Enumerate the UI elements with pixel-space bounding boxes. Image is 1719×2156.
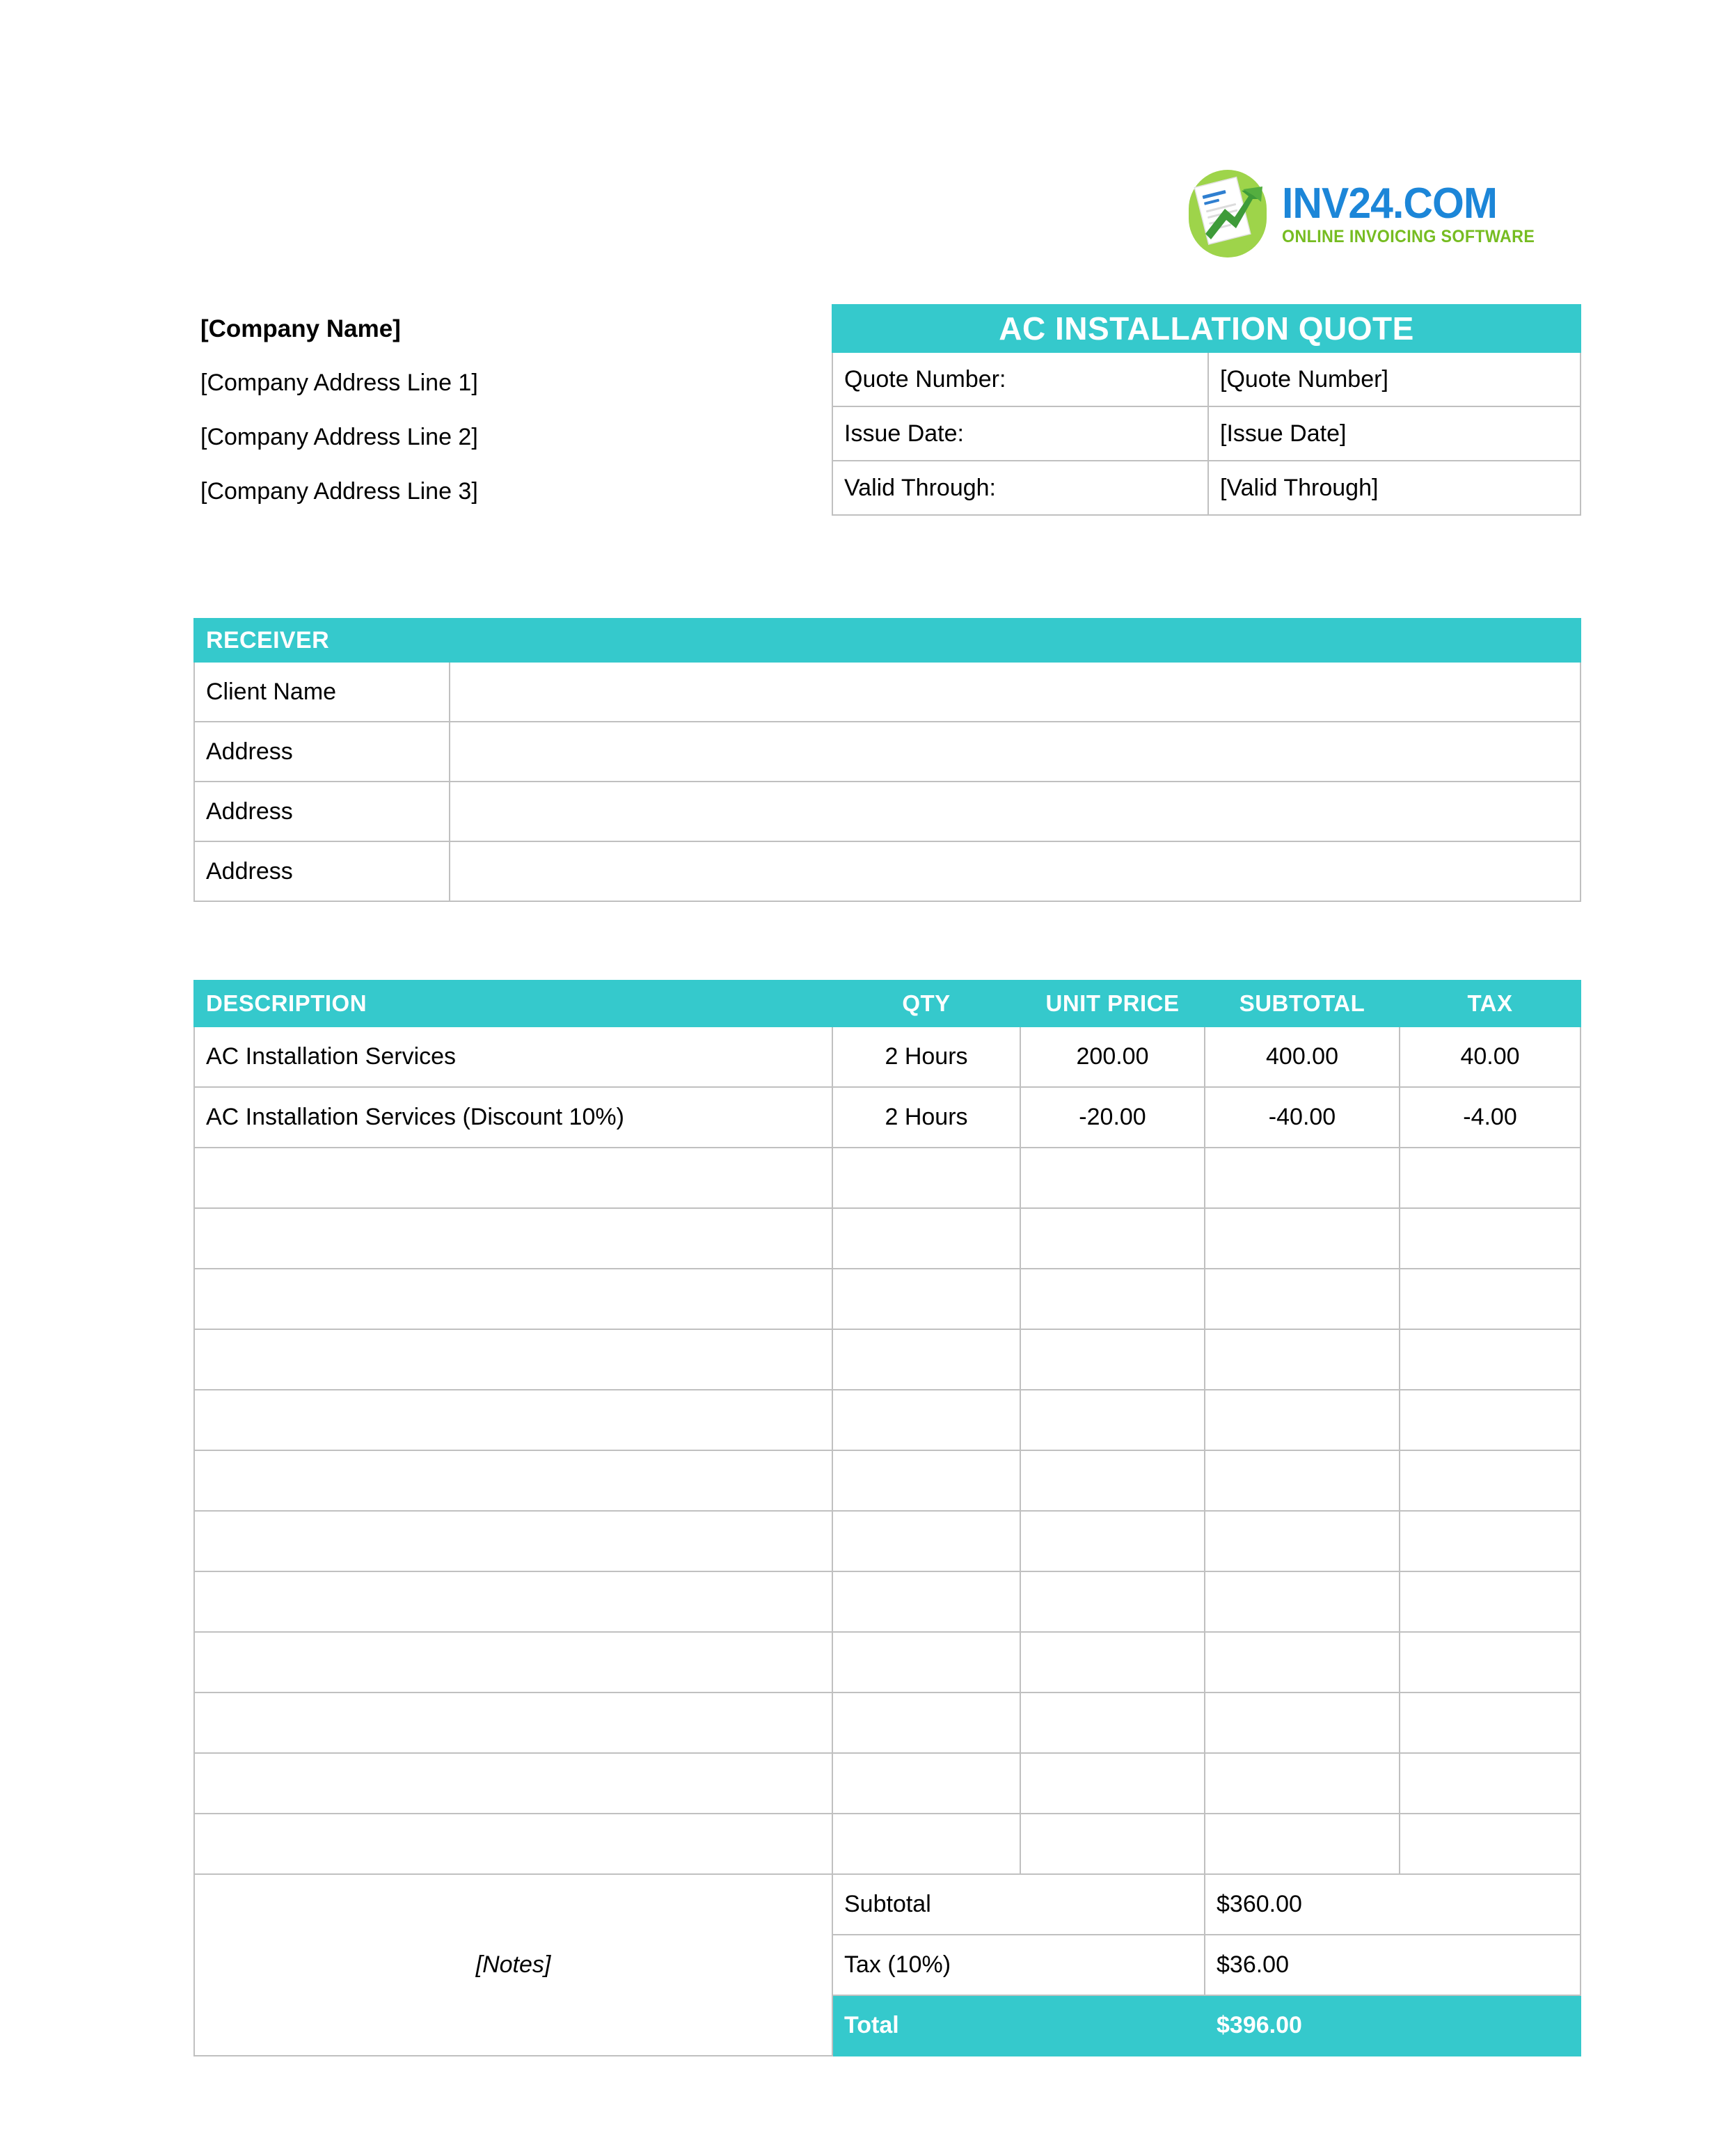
cell-tax[interactable]: -4.00	[1400, 1087, 1581, 1148]
table-row-empty	[194, 1632, 1581, 1693]
footer-row-subtotal	[194, 1874, 1581, 1935]
cell-tax-empty[interactable]	[1400, 1632, 1581, 1693]
quote-number-value[interactable]: [Quote Number]	[1208, 352, 1581, 406]
subtotal-label: Subtotal	[832, 1874, 1205, 1935]
quote-title-row	[832, 305, 1581, 352]
receiver-address-label-1: Address	[194, 722, 450, 782]
cell-subtotal[interactable]: 400.00	[1205, 1027, 1400, 1087]
company-address-line-1: [Company Address Line 1]	[200, 370, 478, 396]
table-row-empty	[194, 1571, 1581, 1632]
receiver-address-row-1	[194, 722, 1581, 782]
receiver-client-name-value[interactable]	[450, 662, 1581, 722]
cell-description-empty[interactable]	[194, 1450, 832, 1511]
cell-description-empty[interactable]	[194, 1632, 832, 1693]
cell-qty-empty[interactable]	[832, 1269, 1020, 1329]
receiver-address-value-1[interactable]	[450, 722, 1581, 782]
cell-subtotal-empty[interactable]	[1205, 1208, 1400, 1269]
cell-unit-price-empty[interactable]	[1020, 1450, 1205, 1511]
quote-title: AC INSTALLATION QUOTE	[832, 305, 1581, 352]
cell-unit-price-empty[interactable]	[1020, 1329, 1205, 1390]
cell-unit-price-empty[interactable]	[1020, 1753, 1205, 1814]
table-row-empty	[194, 1148, 1581, 1208]
cell-description-empty[interactable]	[194, 1693, 832, 1753]
column-header-qty: QTY	[832, 981, 1020, 1027]
cell-description-empty[interactable]	[194, 1390, 832, 1450]
quote-number-label: Quote Number:	[832, 352, 1208, 406]
company-name: [Company Name]	[200, 315, 401, 342]
cell-qty-empty[interactable]	[832, 1753, 1020, 1814]
receiver-client-name-row	[194, 662, 1581, 722]
tax-value: $36.00	[1205, 1935, 1581, 1995]
inv24-document-arrow-logo-icon	[1183, 170, 1275, 259]
table-row-empty	[194, 1511, 1581, 1571]
issue-date-value[interactable]: [Issue Date]	[1208, 406, 1581, 461]
cell-unit-price-empty[interactable]	[1020, 1269, 1205, 1329]
cell-subtotal[interactable]: -40.00	[1205, 1087, 1400, 1148]
cell-unit-price[interactable]: -20.00	[1020, 1087, 1205, 1148]
cell-tax-empty[interactable]	[1400, 1450, 1581, 1511]
table-row-empty	[194, 1693, 1581, 1753]
receiver-address-row-3	[194, 841, 1581, 901]
valid-through-value[interactable]: [Valid Through]	[1208, 461, 1581, 515]
cell-description-empty[interactable]	[194, 1148, 832, 1208]
cell-qty-empty[interactable]	[832, 1148, 1020, 1208]
receiver-client-name-label: Client Name	[194, 662, 450, 722]
cell-subtotal-empty[interactable]	[1205, 1571, 1400, 1632]
cell-subtotal-empty[interactable]	[1205, 1511, 1400, 1571]
cell-qty-empty[interactable]	[832, 1571, 1020, 1632]
table-row-empty	[194, 1753, 1581, 1814]
notes-cell[interactable]: [Notes]	[194, 1874, 832, 2056]
valid-through-label: Valid Through:	[832, 461, 1208, 515]
cell-qty-empty[interactable]	[832, 1390, 1020, 1450]
cell-unit-price-empty[interactable]	[1020, 1208, 1205, 1269]
column-header-tax: TAX	[1400, 981, 1581, 1027]
table-row-empty	[194, 1208, 1581, 1269]
line-items-table	[193, 980, 1581, 2056]
cell-tax[interactable]: 40.00	[1400, 1027, 1581, 1087]
cell-description-empty[interactable]	[194, 1269, 832, 1329]
line-items-body	[194, 1027, 1581, 1874]
cell-description-empty[interactable]	[194, 1329, 832, 1390]
receiver-address-label-2: Address	[194, 782, 450, 841]
cell-subtotal-empty[interactable]	[1205, 1450, 1400, 1511]
cell-subtotal-empty[interactable]	[1205, 1148, 1400, 1208]
company-address-line-2: [Company Address Line 2]	[200, 424, 478, 450]
logo-secondary-text: ONLINE INVOICING SOFTWARE	[1282, 226, 1535, 246]
cell-qty[interactable]: 2 Hours	[832, 1027, 1020, 1087]
receiver-address-label-3: Address	[194, 841, 450, 901]
cell-unit-price-empty[interactable]	[1020, 1814, 1205, 1874]
receiver-header: RECEIVER	[194, 619, 1581, 662]
table-row	[194, 1027, 1581, 1087]
cell-tax-empty[interactable]	[1400, 1511, 1581, 1571]
logo-primary-text: INV24.COM	[1282, 179, 1497, 228]
valid-through-row	[832, 461, 1581, 515]
total-value: $396.00	[1205, 1995, 1581, 2056]
receiver-address-value-3[interactable]	[450, 841, 1581, 901]
cell-description-empty[interactable]	[194, 1753, 832, 1814]
cell-unit-price[interactable]: 200.00	[1020, 1027, 1205, 1087]
cell-description-empty[interactable]	[194, 1511, 832, 1571]
table-row	[194, 1087, 1581, 1148]
quote-info-table	[832, 304, 1581, 516]
cell-qty-empty[interactable]	[832, 1329, 1020, 1390]
cell-unit-price-empty[interactable]	[1020, 1390, 1205, 1450]
cell-qty-empty[interactable]	[832, 1632, 1020, 1693]
cell-qty-empty[interactable]	[832, 1450, 1020, 1511]
cell-qty-empty[interactable]	[832, 1814, 1020, 1874]
cell-tax-empty[interactable]	[1400, 1269, 1581, 1329]
cell-tax-empty[interactable]	[1400, 1148, 1581, 1208]
items-footer	[194, 1874, 1581, 2056]
receiver-address-row-2	[194, 782, 1581, 841]
receiver-header-row	[194, 619, 1581, 662]
cell-tax-empty[interactable]	[1400, 1753, 1581, 1814]
cell-tax-empty[interactable]	[1400, 1329, 1581, 1390]
company-address-line-3: [Company Address Line 3]	[200, 478, 478, 505]
cell-subtotal-empty[interactable]	[1205, 1753, 1400, 1814]
cell-description-empty[interactable]	[194, 1571, 832, 1632]
column-header-unit-price: UNIT PRICE	[1020, 981, 1205, 1027]
cell-qty-empty[interactable]	[832, 1511, 1020, 1571]
brand-logo	[1183, 166, 1587, 263]
table-row-empty	[194, 1269, 1581, 1329]
receiver-address-value-2[interactable]	[450, 782, 1581, 841]
items-header-row	[194, 981, 1581, 1027]
cell-subtotal-empty[interactable]	[1205, 1269, 1400, 1329]
cell-description[interactable]: AC Installation Services	[194, 1027, 832, 1087]
quote-number-row	[832, 352, 1581, 406]
column-header-description: DESCRIPTION	[194, 981, 832, 1027]
issue-date-label: Issue Date:	[832, 406, 1208, 461]
tax-label: Tax (10%)	[832, 1935, 1205, 1995]
company-details	[200, 317, 771, 534]
cell-qty-empty[interactable]	[832, 1693, 1020, 1753]
cell-subtotal-empty[interactable]	[1205, 1390, 1400, 1450]
cell-unit-price-empty[interactable]	[1020, 1511, 1205, 1571]
issue-date-row	[832, 406, 1581, 461]
cell-subtotal-empty[interactable]	[1205, 1693, 1400, 1753]
cell-qty-empty[interactable]	[832, 1208, 1020, 1269]
cell-description-empty[interactable]	[194, 1814, 832, 1874]
table-row-empty	[194, 1450, 1581, 1511]
cell-description-empty[interactable]	[194, 1208, 832, 1269]
logo-wordmark	[1282, 179, 1554, 247]
cell-description[interactable]: AC Installation Services (Discount 10%)	[194, 1087, 832, 1148]
cell-unit-price-empty[interactable]	[1020, 1148, 1205, 1208]
cell-subtotal-empty[interactable]	[1205, 1632, 1400, 1693]
subtotal-value: $360.00	[1205, 1874, 1581, 1935]
cell-unit-price-empty[interactable]	[1020, 1693, 1205, 1753]
column-header-subtotal: SUBTOTAL	[1205, 981, 1400, 1027]
cell-tax-empty[interactable]	[1400, 1814, 1581, 1874]
cell-subtotal-empty[interactable]	[1205, 1329, 1400, 1390]
receiver-table	[193, 618, 1581, 902]
cell-tax-empty[interactable]	[1400, 1390, 1581, 1450]
cell-qty[interactable]: 2 Hours	[832, 1087, 1020, 1148]
table-row-empty	[194, 1814, 1581, 1874]
total-label: Total	[832, 1995, 1205, 2056]
cell-tax-empty[interactable]	[1400, 1693, 1581, 1753]
cell-unit-price-empty[interactable]	[1020, 1571, 1205, 1632]
cell-subtotal-empty[interactable]	[1205, 1814, 1400, 1874]
table-row-empty	[194, 1329, 1581, 1390]
cell-tax-empty[interactable]	[1400, 1208, 1581, 1269]
table-row-empty	[194, 1390, 1581, 1450]
cell-tax-empty[interactable]	[1400, 1571, 1581, 1632]
cell-unit-price-empty[interactable]	[1020, 1632, 1205, 1693]
